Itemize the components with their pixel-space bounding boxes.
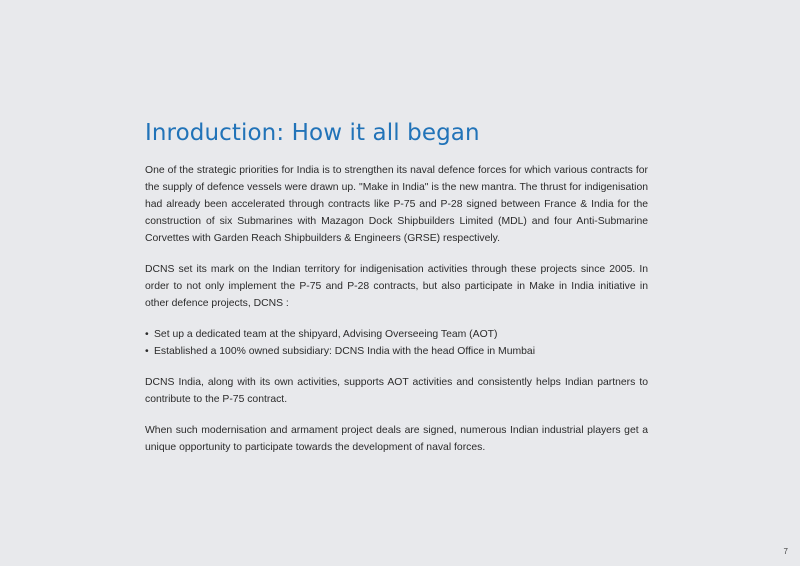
page-content [145, 118, 648, 470]
paragraph-modernisation: When such modernisation and armament project deals are signed, numerous Indian industrial players get a unique opportunity to participate towards the development of naval forces. [145, 425, 648, 453]
list-item-text: Established a 100% owned subsidiary: DCNS India with the head Office in Mumbai [154, 346, 536, 357]
list-item [145, 326, 648, 343]
paragraph-dcns-india: DCNS India, along with its own activities, supports AOT activities and consistently helps Indian partners to contribute to the P-75 contract. [145, 377, 648, 405]
bullet-icon: • [145, 346, 149, 357]
list-item [145, 343, 648, 360]
paragraph-dcns-mark: DCNS set its mark on the Indian territory for indigenisation activities through these projects since 2005. In order to not only implement the P-75 and P-28 contracts, but also participate in Make in India initiative in other defence projects, DCNS : [145, 264, 648, 309]
bullet-list [145, 326, 648, 360]
list-item-text: Set up a dedicated team at the shipyard, Advising Overseeing Team (AOT) [154, 329, 498, 340]
paragraph-intro: One of the strategic priorities for India is to strengthen its naval defence forces for which various contracts for the supply of defence vessels were drawn up. "Make in India" is the new mantra. The thrust for indigenisation had already been accelerated through contracts like P-75 and P-28 signed between France & India for the construction of six Submarines with Mazagon Dock Shipbuilders Limited (MDL) and four Anti-Submarine Corvettes with Garden Reach Shipbuilders & Engineers (GRSE) respectively. [145, 165, 648, 244]
page-number: 7 [783, 547, 788, 556]
bullet-icon: • [145, 329, 149, 340]
page-title: Inroduction: How it all began [145, 120, 480, 146]
